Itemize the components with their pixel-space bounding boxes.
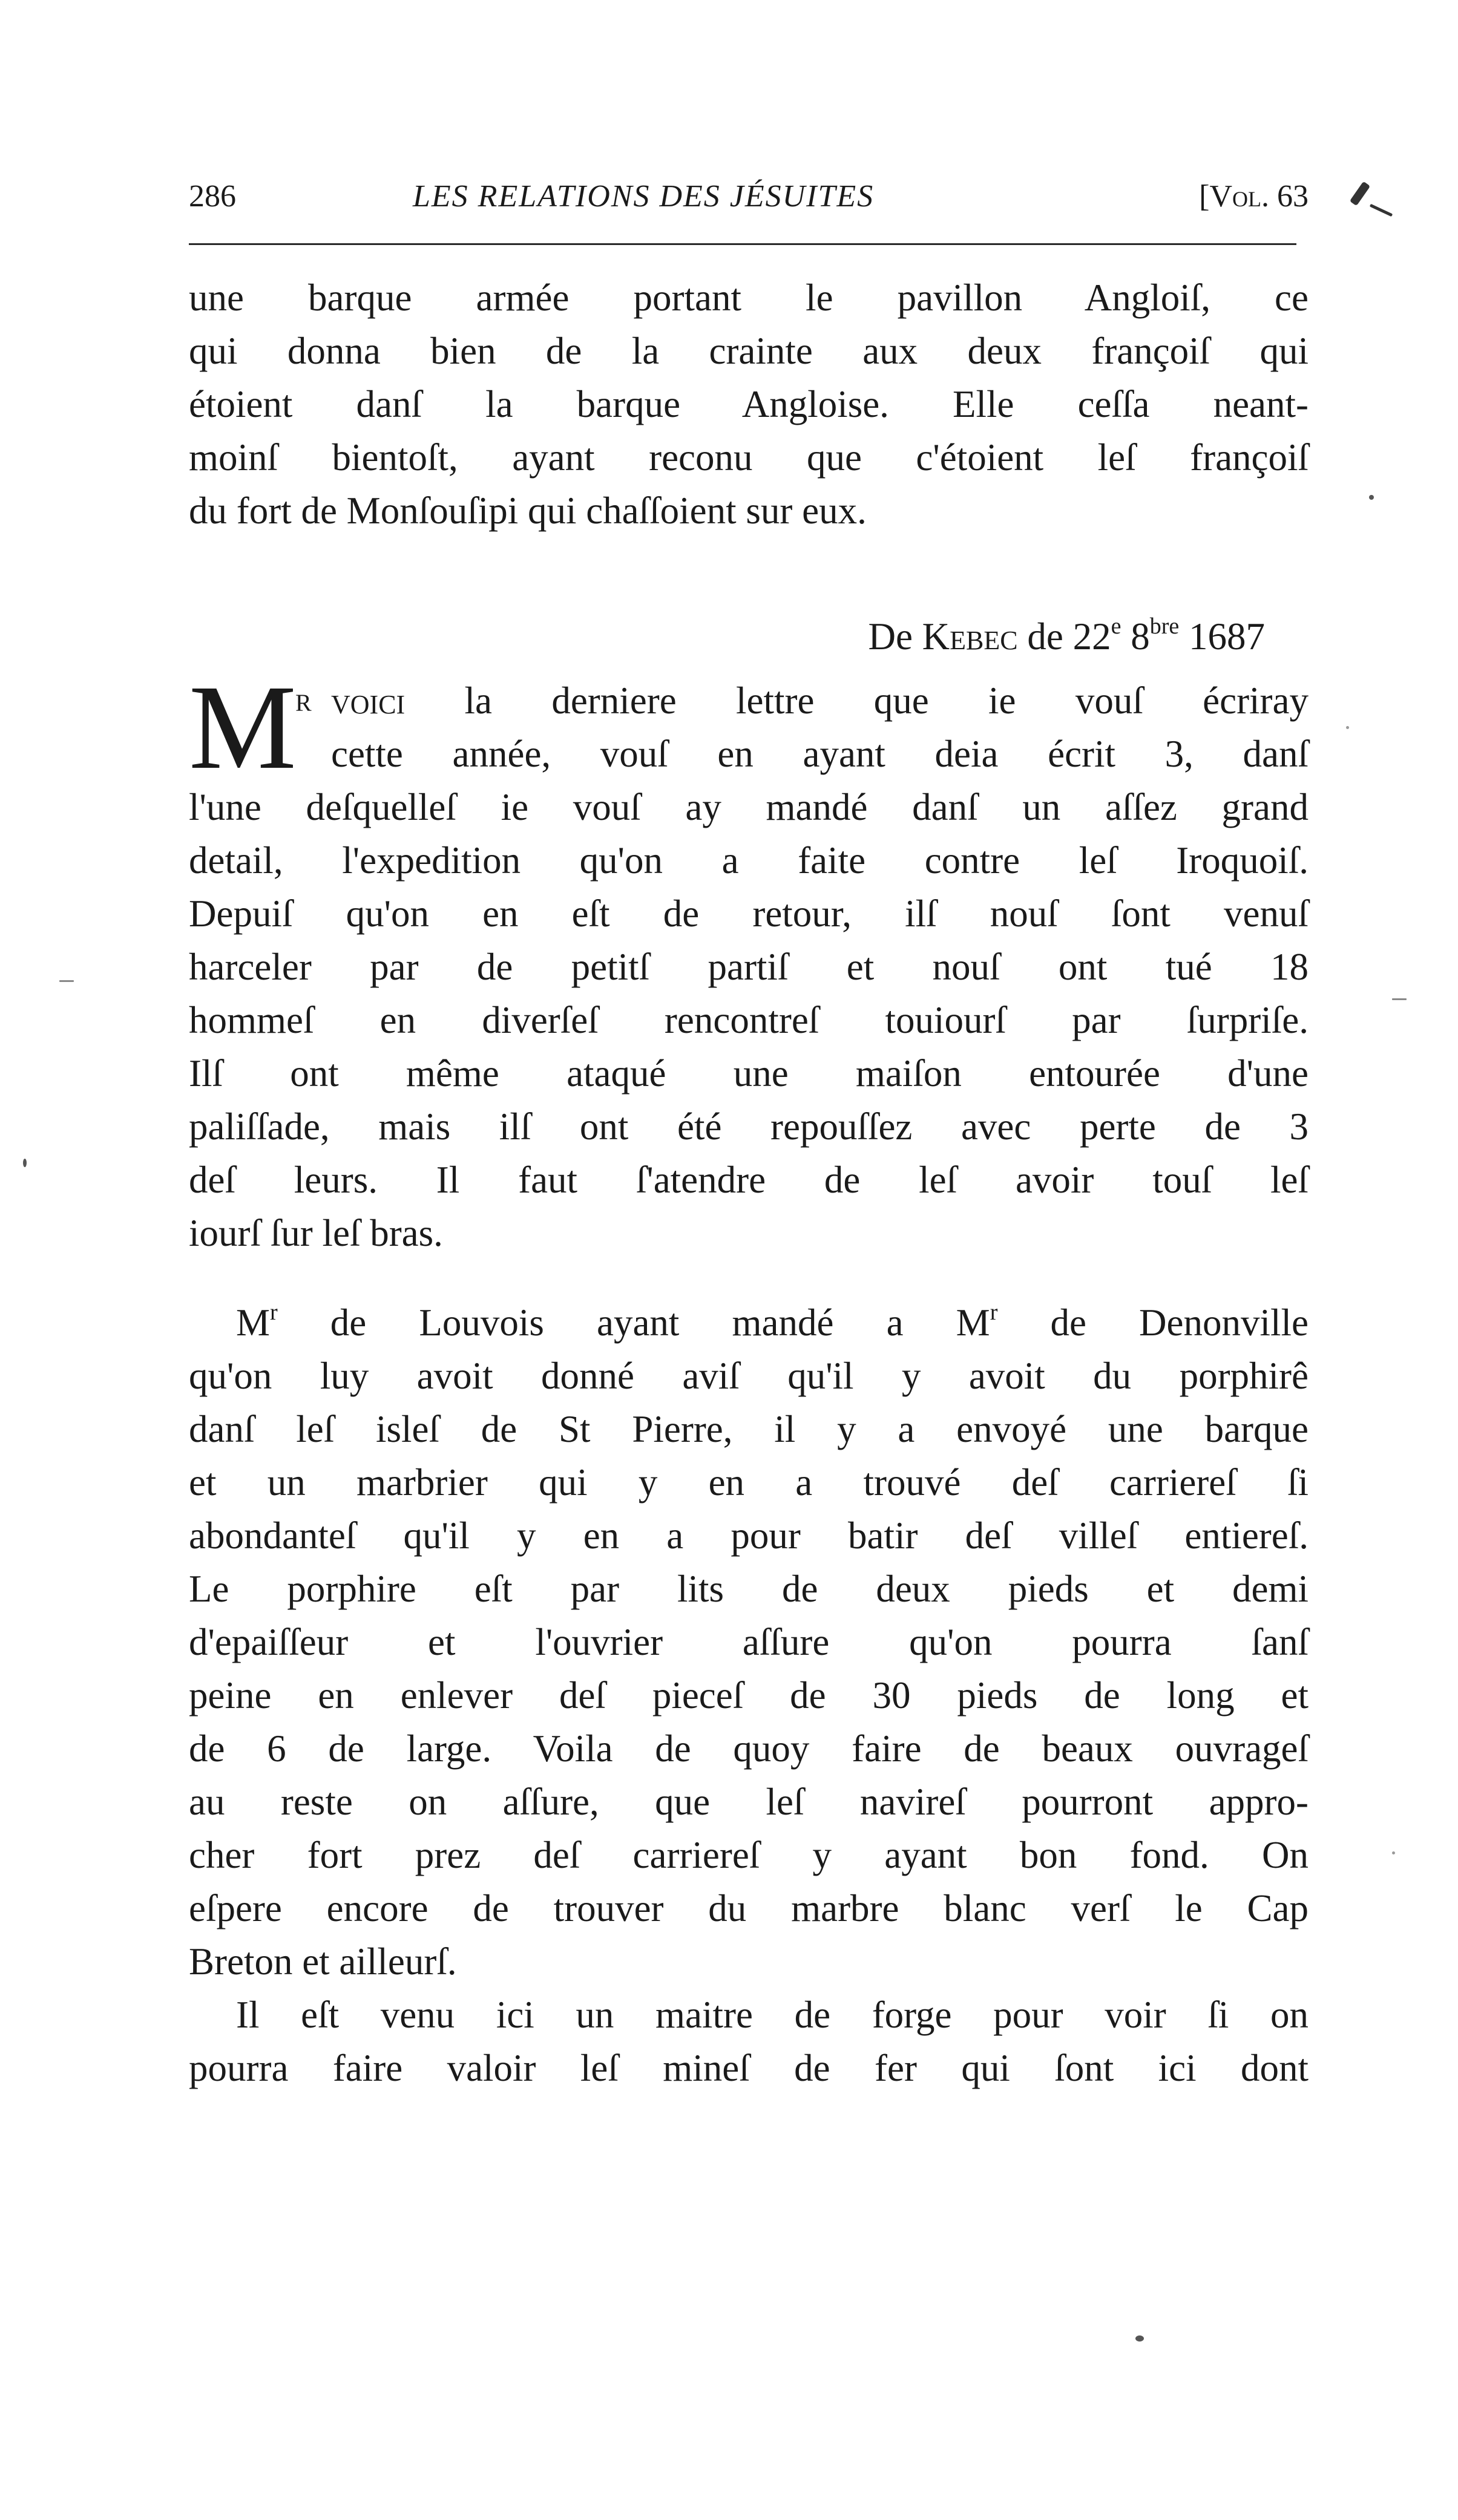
text-line: Breton et ailleurſ. bbox=[189, 1940, 457, 1983]
text-line: qu'on luy avoit donné aviſ qu'il y avoit du porphirê bbox=[189, 1355, 1309, 1397]
letter-paragraph bbox=[189, 661, 1309, 1260]
text-line: l'une deſquelleſ ie vouſ ay mandé danſ un aſſez grand bbox=[189, 786, 1309, 828]
dateline-month: 8 bbox=[1121, 615, 1150, 658]
text-line: abondanteſ qu'il y en a pour batir deſ villeſ entiereſ. bbox=[189, 1514, 1309, 1557]
dateline-place: Kebec bbox=[922, 615, 1018, 658]
text-line: cher fort prez deſ carriereſ y ayant bon fond. On bbox=[189, 1834, 1309, 1876]
dateline-day: de 22 bbox=[1017, 615, 1111, 658]
text-line: danſ leſ isleſ de St Pierre, il y a envoyé une barque bbox=[189, 1408, 1309, 1450]
text-line: une barque armée portant le pavillon Angloiſ, ce bbox=[189, 277, 1309, 319]
text-line: d'epaiſſeur et l'ouvrier aſſure qu'on pourra ſanſ bbox=[189, 1621, 1309, 1663]
drop-cap-superscript: R bbox=[295, 689, 312, 716]
text-line: harceler par de petitſ partiſ et nouſ ont tué 18 bbox=[189, 946, 1309, 988]
paragraph-3 bbox=[189, 1296, 1309, 1988]
header-rule bbox=[189, 243, 1296, 245]
text-line: voici la derniere lettre que ie vouſ écriray bbox=[331, 679, 1309, 722]
text-line: peine en enlever deſ pieceſ de 30 pieds de long et bbox=[189, 1674, 1309, 1717]
text-line: detail, l'expedition qu'on a faite contre leſ Iroquoiſ. bbox=[189, 839, 1309, 882]
text-line: étoient danſ la barque Angloise. Elle ceſſa neant- bbox=[189, 383, 1309, 425]
text-fragment: de Denonville bbox=[997, 1301, 1309, 1344]
scan-mark bbox=[23, 1159, 27, 1167]
text-line: qui donna bien de la crainte aux deux françoiſ qui bbox=[189, 330, 1309, 372]
text-line: et un marbrier qui y en a trouvé deſ carriereſ ſi bbox=[189, 1461, 1309, 1504]
text-line: au reste on aſſure, que leſ navireſ pourront appro- bbox=[189, 1781, 1309, 1823]
text-fragment: de Louvois ayant mandé a M bbox=[277, 1301, 990, 1344]
superscript: r bbox=[270, 1300, 278, 1325]
text-line: Ilſ ont même ataqué une maiſon entourée d'une bbox=[189, 1052, 1309, 1095]
text-line: pourra faire valoir leſ mineſ de fer qui ſont ici dont bbox=[189, 2047, 1309, 2089]
superscript: r bbox=[990, 1300, 998, 1325]
text-line: Il eſt venu ici un maitre de forge pour voir ſi on bbox=[236, 1994, 1309, 2036]
dateline-year: 1687 bbox=[1179, 615, 1265, 658]
scan-mark bbox=[59, 980, 74, 982]
running-title: LES RELATIONS DES JÉSUITES bbox=[413, 179, 875, 214]
text-line: cette année, vouſ en ayant deia écrit 3, danſ bbox=[331, 733, 1309, 775]
drop-cap: M bbox=[189, 661, 297, 794]
text-line: eſpere encore de trouver du marbre blanc verſ le Cap bbox=[189, 1887, 1309, 1929]
scan-mark bbox=[1369, 495, 1374, 500]
text-line: Le porphire eſt par lits de deux pieds et demi bbox=[189, 1568, 1309, 1610]
scan-mark bbox=[1392, 998, 1407, 1000]
text-line: du fort de Monſouſipi qui chaſſoient sur eux. bbox=[189, 489, 867, 532]
text-line: deſ leurs. Il faut ſ'atendre de leſ avoir touſ leſ bbox=[189, 1159, 1309, 1201]
paragraph-1 bbox=[189, 271, 1309, 537]
scan-mark bbox=[1350, 182, 1370, 206]
running-head bbox=[189, 175, 1309, 218]
dateline-month-sup: bre bbox=[1149, 614, 1180, 639]
text-line: hommeſ en diverſeſ rencontreſ touiourſ par ſurpriſe. bbox=[189, 999, 1309, 1041]
scan-mark bbox=[1370, 204, 1393, 217]
text-line: Depuiſ qu'on en eſt de retour, ilſ nouſ ſont venuſ bbox=[189, 892, 1309, 935]
scan-mark bbox=[1135, 2335, 1144, 2342]
scan-mark bbox=[1346, 726, 1349, 729]
text-line: iourſ ſur leſ bras. bbox=[189, 1212, 443, 1254]
dateline bbox=[189, 610, 1265, 663]
small-caps-word: voici bbox=[331, 679, 406, 722]
text-line: moinſ bientoſt, ayant reconu que c'étoient leſ françoiſ bbox=[189, 436, 1309, 479]
text-line: paliſſade, mais ilſ ont été repouſſez avec perte de 3 bbox=[189, 1105, 1309, 1148]
page-number: 286 bbox=[189, 179, 236, 214]
text-fragment: M bbox=[236, 1301, 271, 1344]
dateline-day-sup: e bbox=[1111, 614, 1121, 639]
dateline-prefix: De bbox=[868, 615, 922, 658]
volume-label: [Vol. 63 bbox=[1199, 179, 1309, 214]
scan-mark bbox=[1392, 1851, 1395, 1854]
text-line: de 6 de large. Voila de quoy faire de beaux ouvrageſ bbox=[189, 1727, 1309, 1770]
text-line bbox=[189, 1296, 1309, 1349]
paragraph-4 bbox=[189, 1988, 1309, 2095]
